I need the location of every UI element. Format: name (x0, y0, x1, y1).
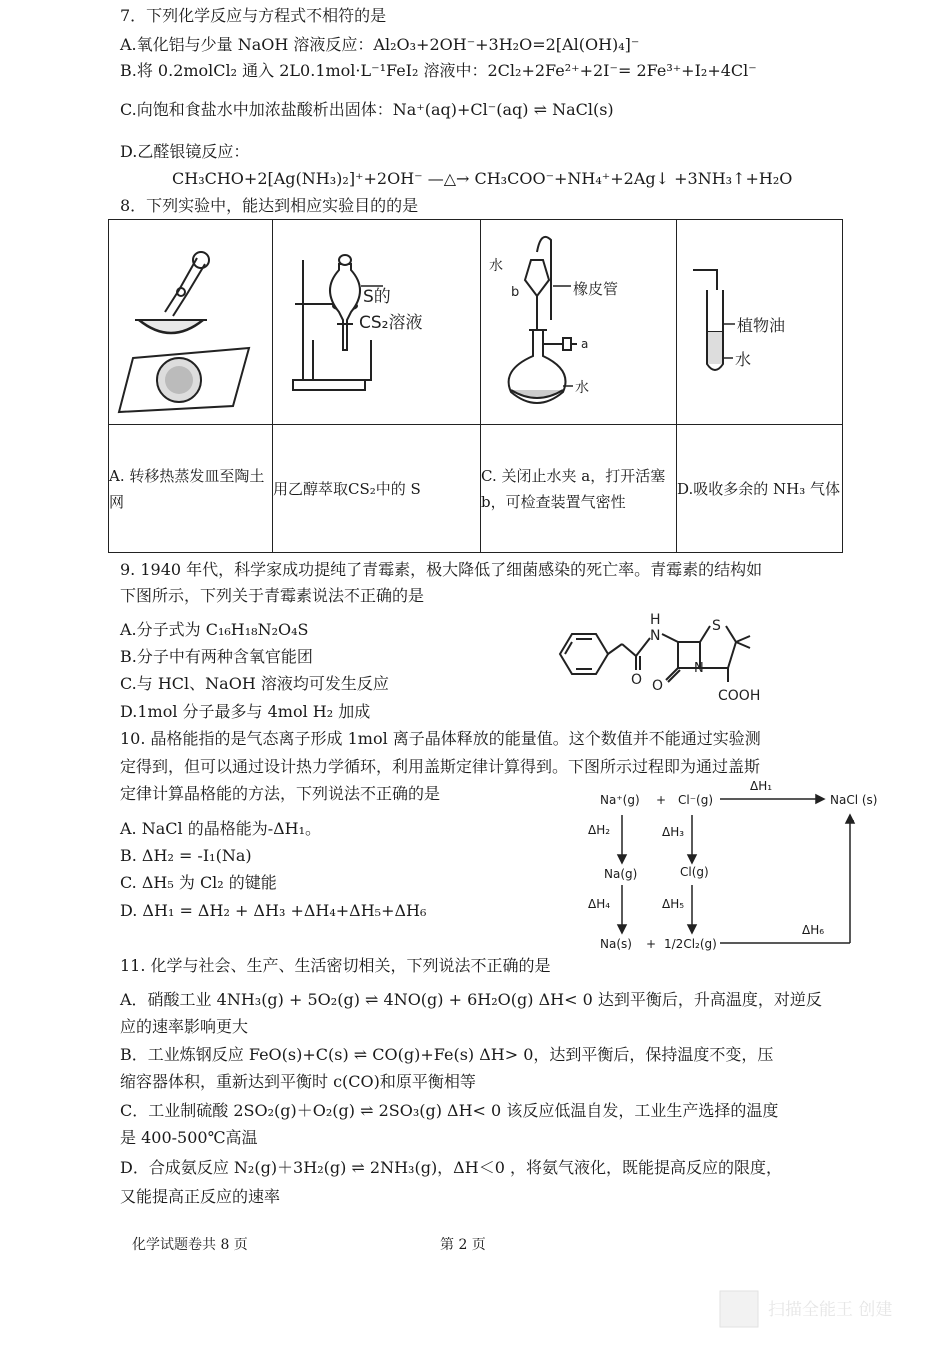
evaporating-dish-transfer-figure (109, 220, 272, 420)
q8-caption-a: A. 转移热蒸发皿至陶土网 (109, 425, 273, 553)
diag-cl2: 1/2Cl₂(g) (664, 937, 717, 951)
figure-c-stopcock-b: b (511, 285, 520, 300)
q8-figure-b-cell (273, 220, 481, 425)
q7-stem: 7．下列化学反应与方程式不相符的是 (120, 6, 387, 25)
diag-dh3: ΔH₃ (662, 825, 685, 839)
diag-dh1: ΔH₁ (750, 779, 773, 793)
diag-dh4: ΔH₄ (588, 897, 611, 911)
scanner-watermark (718, 1285, 928, 1333)
diag-cl-g: Cl(g) (680, 865, 709, 879)
q11-option-a-line1: A．硝酸工业 4NH₃(g) + 5O₂(g) ⇌ 4NO(g) + 6H₂O(g) ΔH< 0 达到平衡后，升高温度，对逆反 (120, 990, 822, 1009)
q10-option-c: C. ΔH₅ 为 Cl₂ 的键能 (120, 873, 277, 892)
struct-o1-label: O (631, 672, 643, 688)
q8-caption-b: 用乙醇萃取CS₂中的 S (273, 425, 481, 553)
diag-dh2: ΔH₂ (588, 823, 611, 837)
diag-na-s: Na(s) (600, 937, 632, 951)
figure-c-water-bottom: 水 (575, 380, 589, 396)
q8-caption-d: D.吸收多余的 NH₃ 气体 (677, 425, 843, 553)
q9-stem-line2: 下图所示，下列关于青霉素说法不正确的是 (120, 586, 425, 605)
q11-option-a-line2: 应的速率影响更大 (120, 1017, 249, 1036)
q11-option-c-line1: C．工业制硫酸 2SO₂(g)＋O₂(g) ⇌ 2SO₃(g) ΔH< 0 该反应低温自发，工业生产选择的温度 (120, 1101, 779, 1120)
q7-option-a: A.氧化铝与少量 NaOH 溶液反应：Al₂O₃+2OH⁻+3H₂O=2[Al(OH)₄]⁻ (120, 35, 640, 54)
q9-option-a: A.分子式为 C₁₆H₁₈N₂O₄S (120, 620, 309, 639)
q10-option-b: B. ΔH₂ = -I₁(Na) (120, 846, 252, 865)
q10-option-a: A. NaCl 的晶格能为-ΔH₁。 (120, 819, 322, 838)
figure-c-rubber-tube: 橡皮管 (573, 280, 619, 298)
diag-plus-bottom: + (646, 937, 657, 951)
q7-option-d-equation: CH₃CHO+2[Ag(NH₃)₂]⁺+2OH⁻ —△→ CH₃COO⁻+NH₄⁺+2Ag↓ +3NH₃↑+H₂O (172, 169, 793, 188)
q8-caption-c: C. 关闭止水夹 a，打开活塞 b，可检查装置气密性 (481, 425, 677, 553)
born-haber-cycle-diagram (580, 775, 900, 955)
penicillin-structure (550, 606, 780, 708)
diag-nacl: NaCl (s) (830, 793, 878, 807)
struct-s-label: S (712, 618, 721, 634)
q8-stem: 8．下列实验中，能达到相应实验目的的是 (120, 196, 419, 215)
figure-d-oil-label: 植物油 (737, 316, 786, 335)
figure-c-clamp-a: a (581, 337, 589, 351)
figure-b-label-line2: CS₂溶液 (359, 313, 423, 333)
separatory-funnel-figure (273, 220, 480, 420)
struct-n-label: N (650, 628, 661, 644)
q9-stem-line1: 9. 1940 年代，科学家成功提纯了青霉素，极大降低了细菌感染的死亡率。青霉素的结构如 (120, 560, 763, 579)
footer-page-number: 第 2 页 (440, 1237, 486, 1253)
q9-option-d: D.1mol 分子最多与 4mol H₂ 加成 (120, 702, 371, 721)
q7-option-c: C.向饱和食盐水中加浓盐酸析出固体：Na⁺(aq)+Cl⁻(aq) ⇌ NaCl(s) (120, 100, 614, 119)
watermark-text: 扫描全能王 创建 (768, 1300, 893, 1320)
q7-option-b: B.将 0.2molCl₂ 通入 2L0.1mol·L⁻¹FeI₂ 溶液中：2Cl₂+2Fe²⁺+2I⁻= 2Fe³⁺+I₂+4Cl⁻ (120, 61, 757, 80)
q9-option-c: C.与 HCl、NaOH 溶液均可发生反应 (120, 674, 389, 693)
q10-stem-line2: 定得到，但可以通过设计热力学循环，利用盖斯定律计算得到。下图所示过程即为通过盖斯 (120, 757, 761, 776)
q10-option-d: D. ΔH₁ = ΔH₂ + ΔH₃ +ΔH₄+ΔH₅+ΔH₆ (120, 901, 427, 920)
struct-o2-label: O (652, 678, 664, 694)
q9-option-b: B.分子中有两种含氧官能团 (120, 647, 313, 666)
q8-figure-a-cell (109, 220, 273, 425)
figure-c-water-top: 水 (489, 258, 503, 274)
diag-na-ion: Na⁺(g) (600, 793, 640, 807)
diag-plus-top: + (656, 793, 667, 807)
q10-stem-line1: 10. 晶格能指的是气态离子形成 1mol 离子晶体释放的能量值。这个数值并不能通过实验测 (120, 729, 761, 748)
diag-dh5: ΔH₅ (662, 897, 685, 911)
struct-h-label: H (650, 612, 661, 628)
q8-figure-d-cell (677, 220, 843, 425)
figure-b-label-line1: S的 (363, 287, 391, 307)
diag-na-g: Na(g) (604, 867, 638, 881)
figure-d-water-label: 水 (735, 350, 752, 369)
q11-option-d-line1: D．合成氨反应 N₂(g)＋3H₂(g) ⇌ 2NH₃(g)，ΔH＜0 ，将氨气液化，既能提高反应的限度， (120, 1158, 782, 1177)
q11-option-d-line2: 又能提高正反应的速率 (120, 1187, 281, 1206)
airtightness-check-figure (481, 220, 676, 420)
q10-stem-line3: 定律计算晶格能的方法，下列说法不正确的是 (120, 784, 441, 803)
struct-cooh-label: COOH (718, 688, 761, 704)
struct-n2-label: N (694, 661, 704, 676)
footer-total-pages: 化学试题卷共 8 页 (132, 1237, 248, 1253)
ammonia-absorption-figure (677, 220, 842, 420)
q11-option-b-line1: B．工业炼钢反应 FeO(s)+C(s) ⇌ CO(g)+Fe(s) ΔH> 0，达到平衡后，保持温度不变，压 (120, 1045, 774, 1064)
q11-option-b-line2: 缩容器体积，重新达到平衡时 c(CO)和原平衡相等 (120, 1072, 476, 1091)
q8-figure-c-cell (481, 220, 677, 425)
q7-option-d: D.乙醛银镜反应： (120, 142, 250, 161)
q8-experiment-table (108, 219, 843, 553)
scanner-watermark-logo (718, 1285, 928, 1333)
q11-option-c-line2: 是 400-500℃高温 (120, 1128, 258, 1147)
q11-stem: 11. 化学与社会、生产、生活密切相关，下列说法不正确的是 (120, 956, 551, 975)
diag-dh6: ΔH₆ (802, 923, 825, 937)
diag-cl-ion: Cl⁻(g) (678, 793, 714, 807)
